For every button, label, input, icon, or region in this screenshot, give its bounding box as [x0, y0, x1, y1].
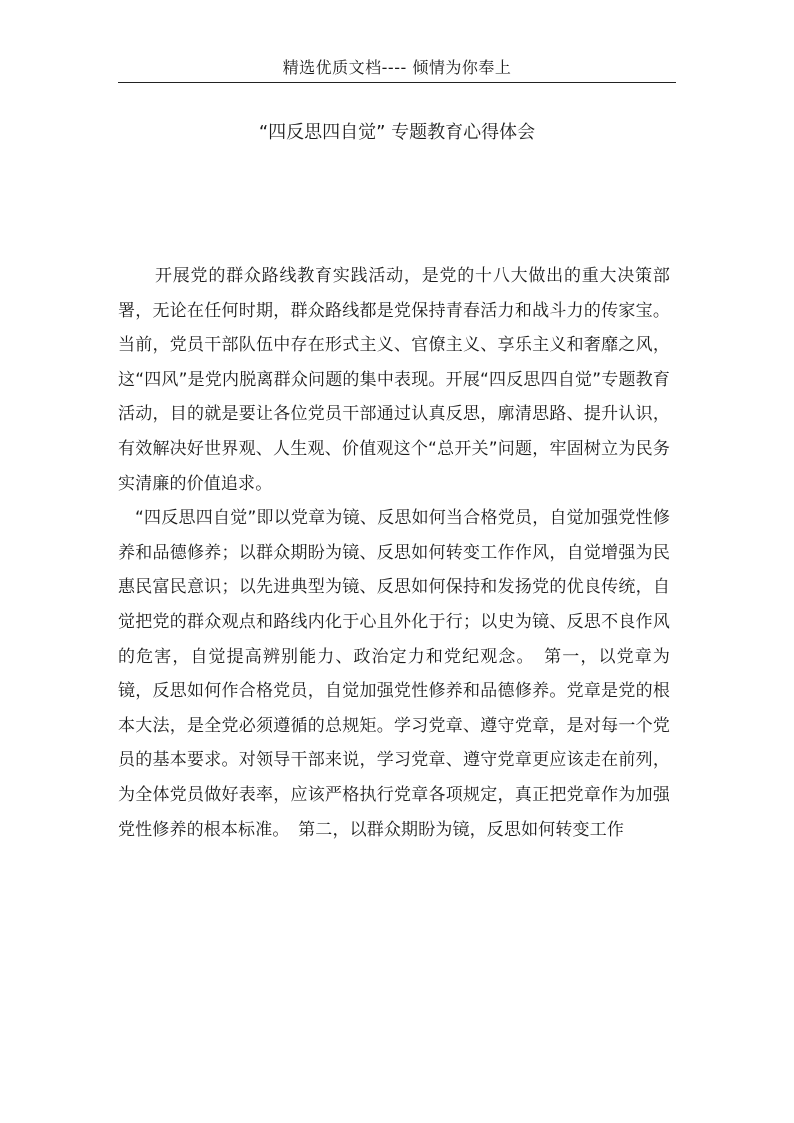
document-body [118, 259, 670, 847]
header-text: 精选优质文档---- 倾情为你奉上 [282, 58, 512, 77]
body-paragraph-1: 开展党的群众路线教育实践活动，是党的十八大做出的重大决策部署，无论在任何时期，群众路线都是党保持青春活力和战斗力的传家宝。当前，党员干部队伍中存在形式主义、官僚主义、享乐主义和奢靡之风，这“四风”是党内脱离群众问题的集中表现。开展“四反思四自觉”专题教育活动，目的就是要让各位党员干部通过认真反思，廓清思路、提升认识，有效解决好世界观、人生观、价值观这个“总开关”问题，牢固树立为民务实清廉的价值追求。 [118, 266, 670, 494]
page-header [118, 58, 676, 83]
body-paragraph-2: “四反思四自觉”即以党章为镜、反思如何当合格党员，自觉加强党性修养和品德修养；以群众期盼为镜、反思如何转变工作作风，自觉增强为民惠民富民意识；以先进典型为镜、反思如何保持和发扬党的优良传统，自觉把党的群众观点和路线内化于心且外化于行；以史为镜、反思不良作风的危害，自觉提高辨别能力、政治定力和党纪观念。 第一，以党章为镜，反思如何作合格党员，自觉加强党性修养和品德修养。党章是党的根本大法，是全党必须遵循的总规矩。学习党章、遵守党章，是对每一个党员的基本要求。对领导干部来说，学习党章、遵守党章更应该走在前列，为全体党员做好表率，应该严格执行党章各项规定，真正把党章作为加强党性修养的根本标准。 第二，以群众期盼为镜，反思如何转变工作 [118, 508, 670, 840]
document-title: “四反思四自觉” 专题教育心得体会 [258, 122, 536, 143]
